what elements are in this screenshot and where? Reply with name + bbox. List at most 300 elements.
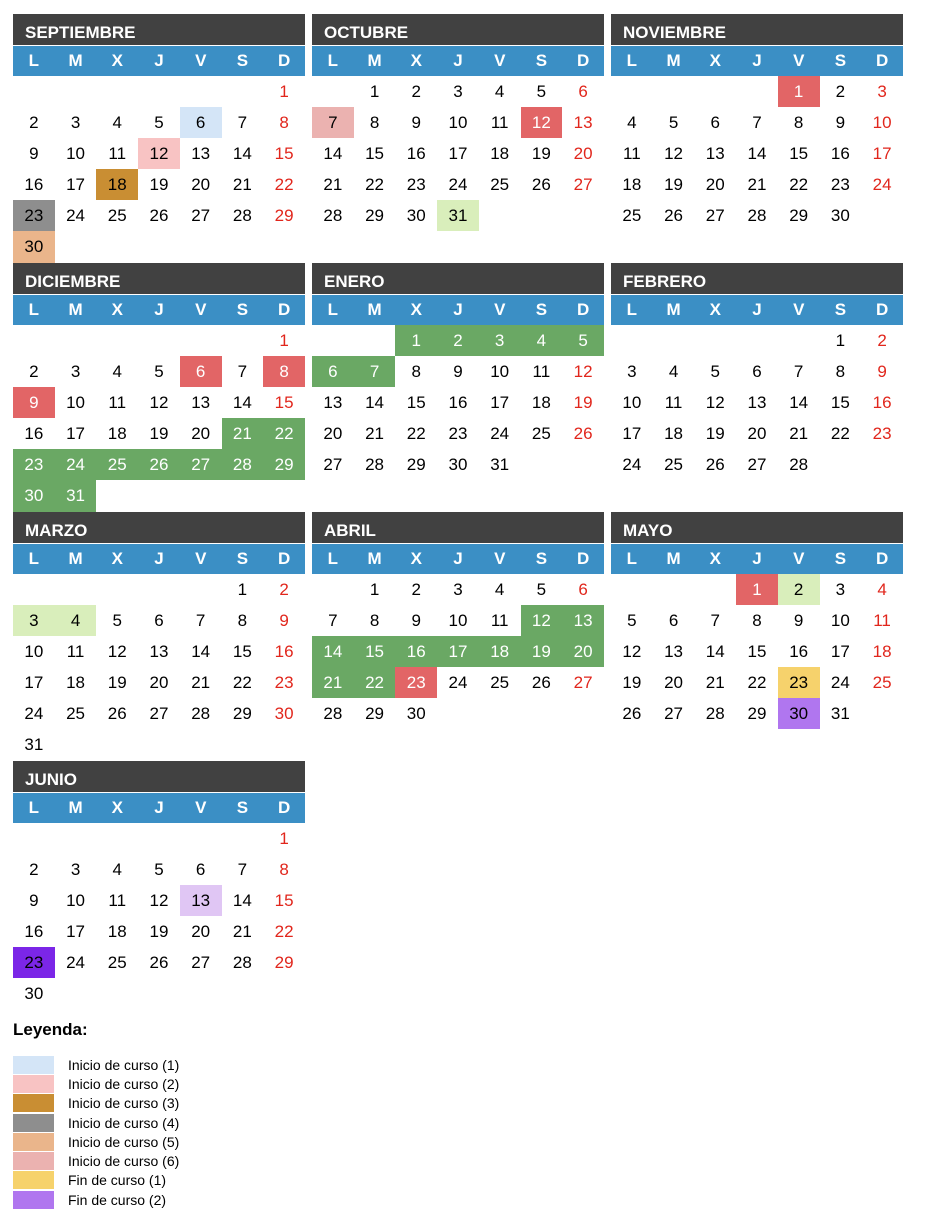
day-cell[interactable]: 8 (279, 860, 289, 880)
day-cell[interactable]: 28 (705, 704, 725, 724)
day-cell[interactable]: 4 (521, 325, 563, 356)
day-cell[interactable]: 23 (406, 175, 426, 195)
day-cell[interactable]: 29 (747, 704, 767, 724)
day-cell[interactable]: 30 (830, 206, 850, 226)
day-cell[interactable]: 27 (573, 673, 593, 693)
day-cell[interactable]: 4 (55, 605, 97, 636)
day-cell[interactable]: 20 (191, 175, 211, 195)
day-cell[interactable]: 9 (13, 387, 55, 418)
day-cell[interactable]: 17 (437, 636, 479, 667)
day-cell[interactable]: 10 (66, 393, 86, 413)
day-cell[interactable]: 19 (149, 424, 169, 444)
day-cell[interactable]: 10 (872, 113, 892, 133)
day-cell[interactable]: 3 (877, 82, 887, 101)
day-cell[interactable]: 11 (490, 611, 509, 631)
day-cell[interactable]: 6 (578, 82, 588, 101)
day-cell[interactable]: 7 (328, 611, 338, 631)
day-cell[interactable]: 12 (149, 891, 169, 911)
day-cell[interactable]: 27 (191, 953, 211, 973)
day-cell[interactable]: 16 (789, 642, 809, 662)
day-cell[interactable]: 7 (237, 362, 248, 382)
day-cell[interactable]: 4 (494, 580, 505, 599)
day-cell[interactable]: 27 (323, 455, 343, 475)
day-cell[interactable]: 29 (274, 953, 294, 973)
day-cell[interactable]: 23 (13, 947, 55, 978)
day-cell[interactable]: 22 (406, 424, 426, 444)
day-cell[interactable]: 18 (531, 393, 551, 413)
day-cell[interactable]: 15 (406, 393, 426, 413)
day-cell[interactable]: 16 (24, 175, 44, 195)
day-cell[interactable]: 23 (274, 673, 294, 693)
day-cell[interactable]: 10 (66, 891, 86, 911)
day-cell[interactable]: 2 (437, 325, 479, 356)
day-cell[interactable]: 5 (562, 325, 604, 356)
day-cell[interactable]: 8 (835, 362, 846, 382)
day-cell[interactable]: 10 (448, 113, 468, 133)
day-cell[interactable]: 14 (191, 642, 211, 662)
day-cell[interactable]: 2 (411, 580, 421, 599)
day-cell[interactable]: 30 (13, 480, 55, 511)
day-cell[interactable]: 9 (29, 144, 39, 164)
day-cell[interactable]: 18 (479, 636, 521, 667)
day-cell[interactable]: 16 (395, 636, 437, 667)
day-cell[interactable]: 1 (736, 574, 778, 605)
day-cell[interactable]: 2 (411, 82, 421, 101)
day-cell[interactable]: 5 (668, 113, 679, 133)
day-cell[interactable]: 13 (180, 885, 222, 916)
day-cell[interactable]: 26 (138, 449, 180, 480)
day-cell[interactable]: 24 (448, 175, 468, 195)
day-cell[interactable]: 1 (279, 331, 289, 350)
day-cell[interactable]: 30 (448, 455, 468, 475)
day-cell[interactable]: 6 (710, 113, 720, 133)
day-cell[interactable]: 8 (369, 611, 380, 631)
day-cell[interactable]: 1 (395, 325, 437, 356)
day-cell[interactable]: 31 (437, 200, 479, 231)
day-cell[interactable]: 19 (531, 144, 551, 164)
day-cell[interactable]: 23 (448, 424, 468, 444)
day-cell[interactable]: 26 (573, 424, 593, 444)
day-cell[interactable]: 22 (232, 673, 252, 693)
day-cell[interactable]: 31 (830, 704, 850, 724)
day-cell[interactable]: 20 (747, 424, 767, 444)
day-cell[interactable]: 28 (789, 455, 809, 475)
day-cell[interactable]: 17 (830, 642, 850, 662)
day-cell[interactable]: 1 (369, 82, 380, 101)
day-cell[interactable]: 16 (448, 393, 468, 413)
day-cell[interactable]: 2 (29, 860, 39, 880)
day-cell[interactable]: 9 (877, 362, 887, 382)
day-cell[interactable]: 24 (622, 455, 642, 475)
day-cell[interactable]: 19 (705, 424, 725, 444)
day-cell[interactable]: 26 (531, 175, 551, 195)
day-cell[interactable]: 16 (24, 922, 44, 942)
day-cell[interactable]: 3 (70, 113, 81, 133)
day-cell[interactable]: 13 (664, 642, 684, 662)
day-cell[interactable]: 13 (747, 393, 767, 413)
day-cell[interactable]: 14 (747, 144, 767, 164)
day-cell[interactable]: 11 (490, 113, 509, 133)
day-cell[interactable]: 24 (448, 673, 468, 693)
day-cell[interactable]: 12 (149, 393, 169, 413)
day-cell[interactable]: 11 (623, 144, 641, 164)
day-cell[interactable]: 22 (789, 175, 809, 195)
day-cell[interactable]: 10 (448, 611, 468, 631)
day-cell[interactable]: 21 (312, 667, 354, 698)
day-cell[interactable]: 8 (752, 611, 762, 631)
day-cell[interactable]: 1 (369, 580, 380, 599)
day-cell[interactable]: 14 (312, 636, 354, 667)
day-cell[interactable]: 5 (536, 82, 547, 101)
day-cell[interactable]: 26 (664, 206, 684, 226)
day-cell[interactable]: 25 (96, 449, 138, 480)
day-cell[interactable]: 15 (274, 393, 294, 413)
day-cell[interactable]: 30 (778, 698, 820, 729)
day-cell[interactable]: 7 (312, 107, 354, 138)
day-cell[interactable]: 9 (29, 891, 39, 911)
day-cell[interactable]: 5 (536, 580, 547, 599)
day-cell[interactable]: 29 (232, 704, 252, 724)
day-cell[interactable]: 20 (664, 673, 684, 693)
day-cell[interactable]: 31 (24, 735, 44, 755)
day-cell[interactable]: 28 (323, 704, 343, 724)
day-cell[interactable]: 21 (365, 424, 385, 444)
day-cell[interactable]: 18 (96, 169, 138, 200)
day-cell[interactable]: 14 (365, 393, 385, 413)
day-cell[interactable]: 29 (406, 455, 426, 475)
day-cell[interactable]: 30 (24, 984, 44, 1004)
day-cell[interactable]: 25 (66, 704, 86, 724)
day-cell[interactable]: 14 (232, 393, 252, 413)
day-cell[interactable]: 21 (232, 922, 252, 942)
day-cell[interactable]: 23 (395, 667, 437, 698)
day-cell[interactable]: 16 (830, 144, 850, 164)
day-cell[interactable]: 29 (789, 206, 809, 226)
day-cell[interactable]: 25 (664, 455, 684, 475)
day-cell[interactable]: 12 (521, 605, 563, 636)
day-cell[interactable]: 21 (323, 175, 343, 195)
day-cell[interactable]: 8 (411, 362, 421, 382)
day-cell[interactable]: 23 (778, 667, 820, 698)
day-cell[interactable]: 11 (873, 611, 891, 631)
day-cell[interactable]: 4 (494, 82, 505, 101)
day-cell[interactable]: 6 (668, 611, 679, 631)
day-cell[interactable]: 24 (830, 673, 850, 693)
day-cell[interactable]: 22 (354, 667, 396, 698)
day-cell[interactable]: 25 (107, 206, 127, 226)
day-cell[interactable]: 23 (830, 175, 850, 195)
day-cell[interactable]: 12 (664, 144, 684, 164)
day-cell[interactable]: 4 (112, 860, 122, 880)
day-cell[interactable]: 15 (365, 144, 385, 164)
day-cell[interactable]: 20 (191, 922, 211, 942)
day-cell[interactable]: 24 (66, 206, 86, 226)
day-cell[interactable]: 19 (149, 175, 169, 195)
day-cell[interactable]: 1 (279, 82, 289, 101)
day-cell[interactable]: 25 (531, 424, 551, 444)
day-cell[interactable]: 22 (274, 175, 294, 195)
day-cell[interactable]: 7 (354, 356, 396, 387)
day-cell[interactable]: 27 (747, 455, 767, 475)
day-cell[interactable]: 20 (705, 175, 725, 195)
day-cell[interactable]: 11 (664, 393, 683, 413)
day-cell[interactable]: 26 (705, 455, 725, 475)
day-cell[interactable]: 9 (793, 611, 804, 631)
day-cell[interactable]: 2 (778, 574, 820, 605)
day-cell[interactable]: 21 (222, 418, 264, 449)
day-cell[interactable]: 21 (747, 175, 767, 195)
day-cell[interactable]: 17 (66, 175, 86, 195)
day-cell[interactable]: 26 (149, 206, 169, 226)
day-cell[interactable]: 25 (490, 175, 510, 195)
day-cell[interactable]: 15 (830, 393, 850, 413)
day-cell[interactable]: 18 (490, 144, 510, 164)
day-cell[interactable]: 18 (622, 175, 642, 195)
day-cell[interactable]: 28 (191, 704, 211, 724)
day-cell[interactable]: 19 (622, 673, 642, 693)
day-cell[interactable]: 22 (274, 922, 294, 942)
day-cell[interactable]: 5 (710, 362, 720, 382)
day-cell[interactable]: 7 (710, 611, 720, 631)
day-cell[interactable]: 31 (490, 455, 510, 475)
day-cell[interactable]: 7 (195, 611, 206, 631)
day-cell[interactable]: 3 (13, 605, 55, 636)
day-cell[interactable]: 14 (232, 144, 252, 164)
day-cell[interactable]: 25 (107, 953, 127, 973)
day-cell[interactable]: 30 (274, 704, 294, 724)
day-cell[interactable]: 13 (191, 144, 211, 164)
day-cell[interactable]: 1 (778, 76, 820, 107)
day-cell[interactable]: 3 (453, 82, 463, 101)
day-cell[interactable]: 2 (877, 331, 887, 350)
day-cell[interactable]: 15 (354, 636, 396, 667)
day-cell[interactable]: 10 (490, 362, 510, 382)
day-cell[interactable]: 21 (232, 175, 252, 195)
day-cell[interactable]: 9 (411, 113, 421, 133)
day-cell[interactable]: 13 (323, 393, 343, 413)
day-cell[interactable]: 1 (835, 331, 846, 350)
day-cell[interactable]: 11 (108, 891, 127, 911)
day-cell[interactable]: 23 (13, 449, 55, 480)
day-cell[interactable]: 29 (365, 206, 385, 226)
day-cell[interactable]: 27 (149, 704, 169, 724)
day-cell[interactable]: 24 (490, 424, 510, 444)
day-cell[interactable]: 10 (830, 611, 850, 631)
day-cell[interactable]: 18 (66, 673, 86, 693)
day-cell[interactable]: 20 (191, 424, 211, 444)
day-cell[interactable]: 11 (532, 362, 551, 382)
day-cell[interactable]: 6 (180, 107, 222, 138)
day-cell[interactable]: 13 (149, 642, 169, 662)
day-cell[interactable]: 26 (107, 704, 127, 724)
day-cell[interactable]: 31 (55, 480, 97, 511)
day-cell[interactable]: 13 (191, 393, 211, 413)
day-cell[interactable]: 10 (66, 144, 86, 164)
day-cell[interactable]: 12 (573, 362, 593, 382)
day-cell[interactable]: 4 (877, 580, 887, 599)
day-cell[interactable]: 4 (668, 362, 679, 382)
day-cell[interactable]: 3 (835, 580, 846, 599)
day-cell[interactable]: 12 (521, 107, 563, 138)
day-cell[interactable]: 22 (747, 673, 767, 693)
day-cell[interactable]: 19 (573, 393, 593, 413)
day-cell[interactable]: 29 (263, 449, 305, 480)
day-cell[interactable]: 19 (107, 673, 127, 693)
day-cell[interactable]: 2 (279, 580, 289, 599)
day-cell[interactable]: 16 (872, 393, 892, 413)
day-cell[interactable]: 4 (112, 113, 122, 133)
day-cell[interactable]: 17 (66, 922, 86, 942)
day-cell[interactable]: 9 (453, 362, 463, 382)
day-cell[interactable]: 7 (237, 860, 248, 880)
day-cell[interactable]: 13 (705, 144, 725, 164)
day-cell[interactable]: 14 (232, 891, 252, 911)
day-cell[interactable]: 24 (66, 953, 86, 973)
day-cell[interactable]: 27 (705, 206, 725, 226)
day-cell[interactable]: 7 (793, 362, 804, 382)
day-cell[interactable]: 6 (312, 356, 354, 387)
day-cell[interactable]: 9 (279, 611, 289, 631)
day-cell[interactable]: 28 (365, 455, 385, 475)
day-cell[interactable]: 5 (154, 113, 164, 133)
day-cell[interactable]: 10 (24, 642, 44, 662)
day-cell[interactable]: 3 (479, 325, 521, 356)
day-cell[interactable]: 6 (195, 860, 206, 880)
day-cell[interactable]: 18 (107, 922, 127, 942)
day-cell[interactable]: 10 (622, 393, 642, 413)
day-cell[interactable]: 25 (622, 206, 642, 226)
day-cell[interactable]: 7 (752, 113, 762, 133)
day-cell[interactable]: 16 (274, 642, 294, 662)
day-cell[interactable]: 19 (149, 922, 169, 942)
day-cell[interactable]: 11 (66, 642, 85, 662)
day-cell[interactable]: 17 (490, 393, 510, 413)
day-cell[interactable]: 6 (578, 580, 588, 599)
day-cell[interactable]: 15 (789, 144, 809, 164)
day-cell[interactable]: 17 (66, 424, 86, 444)
day-cell[interactable]: 6 (154, 611, 164, 631)
day-cell[interactable]: 27 (180, 449, 222, 480)
day-cell[interactable]: 23 (13, 200, 55, 231)
day-cell[interactable]: 25 (872, 673, 892, 693)
day-cell[interactable]: 2 (29, 113, 39, 133)
day-cell[interactable]: 3 (70, 860, 81, 880)
day-cell[interactable]: 15 (747, 642, 767, 662)
day-cell[interactable]: 16 (406, 144, 426, 164)
day-cell[interactable]: 26 (622, 704, 642, 724)
day-cell[interactable]: 28 (232, 953, 252, 973)
day-cell[interactable]: 1 (237, 580, 248, 599)
day-cell[interactable]: 29 (274, 206, 294, 226)
day-cell[interactable]: 24 (872, 175, 892, 195)
day-cell[interactable]: 1 (279, 829, 289, 848)
day-cell[interactable]: 11 (108, 144, 127, 164)
day-cell[interactable]: 24 (24, 704, 44, 724)
day-cell[interactable]: 9 (835, 113, 846, 133)
day-cell[interactable]: 20 (323, 424, 343, 444)
day-cell[interactable]: 15 (232, 642, 252, 662)
day-cell[interactable]: 28 (232, 206, 252, 226)
day-cell[interactable]: 22 (830, 424, 850, 444)
day-cell[interactable]: 8 (793, 113, 804, 133)
day-cell[interactable]: 17 (24, 673, 44, 693)
day-cell[interactable]: 4 (112, 362, 122, 382)
day-cell[interactable]: 26 (531, 673, 551, 693)
day-cell[interactable]: 12 (138, 138, 180, 169)
day-cell[interactable]: 4 (627, 113, 637, 133)
day-cell[interactable]: 30 (406, 206, 426, 226)
day-cell[interactable]: 5 (112, 611, 122, 631)
day-cell[interactable]: 12 (107, 642, 127, 662)
day-cell[interactable]: 27 (573, 175, 593, 195)
day-cell[interactable]: 23 (872, 424, 892, 444)
day-cell[interactable]: 8 (263, 356, 305, 387)
day-cell[interactable]: 3 (70, 362, 81, 382)
day-cell[interactable]: 19 (521, 636, 563, 667)
day-cell[interactable]: 28 (323, 206, 343, 226)
day-cell[interactable]: 26 (149, 953, 169, 973)
day-cell[interactable]: 20 (149, 673, 169, 693)
day-cell[interactable]: 8 (279, 113, 289, 133)
day-cell[interactable]: 19 (664, 175, 684, 195)
day-cell[interactable]: 21 (191, 673, 211, 693)
day-cell[interactable]: 2 (835, 82, 846, 101)
day-cell[interactable]: 17 (872, 144, 892, 164)
day-cell[interactable]: 5 (154, 362, 164, 382)
day-cell[interactable]: 15 (274, 144, 294, 164)
day-cell[interactable]: 21 (789, 424, 809, 444)
day-cell[interactable]: 5 (154, 860, 164, 880)
day-cell[interactable]: 25 (490, 673, 510, 693)
day-cell[interactable]: 12 (622, 642, 642, 662)
day-cell[interactable]: 22 (365, 175, 385, 195)
day-cell[interactable]: 3 (453, 580, 463, 599)
day-cell[interactable]: 14 (323, 144, 343, 164)
day-cell[interactable]: 20 (562, 636, 604, 667)
day-cell[interactable]: 30 (13, 231, 55, 262)
day-cell[interactable]: 27 (664, 704, 684, 724)
day-cell[interactable]: 18 (872, 642, 892, 662)
day-cell[interactable]: 7 (237, 113, 248, 133)
day-cell[interactable]: 13 (562, 605, 604, 636)
day-cell[interactable]: 8 (237, 611, 248, 631)
day-cell[interactable]: 28 (222, 449, 264, 480)
day-cell[interactable]: 3 (627, 362, 637, 382)
day-cell[interactable]: 27 (191, 206, 211, 226)
day-cell[interactable]: 18 (107, 424, 127, 444)
day-cell[interactable]: 12 (705, 393, 725, 413)
day-cell[interactable]: 20 (573, 144, 593, 164)
day-cell[interactable]: 18 (664, 424, 684, 444)
day-cell[interactable]: 15 (274, 891, 294, 911)
day-cell[interactable]: 21 (705, 673, 725, 693)
day-cell[interactable]: 13 (573, 113, 593, 133)
day-cell[interactable]: 11 (108, 393, 127, 413)
day-cell[interactable]: 14 (705, 642, 725, 662)
day-cell[interactable]: 8 (369, 113, 380, 133)
day-cell[interactable]: 16 (24, 424, 44, 444)
day-cell[interactable]: 5 (627, 611, 637, 631)
day-cell[interactable]: 28 (747, 206, 767, 226)
day-cell[interactable]: 17 (622, 424, 642, 444)
day-cell[interactable]: 17 (448, 144, 468, 164)
day-cell[interactable]: 6 (180, 356, 222, 387)
day-cell[interactable]: 29 (365, 704, 385, 724)
day-cell[interactable]: 2 (29, 362, 39, 382)
day-cell[interactable]: 30 (406, 704, 426, 724)
day-cell[interactable]: 14 (789, 393, 809, 413)
day-cell[interactable]: 24 (55, 449, 97, 480)
